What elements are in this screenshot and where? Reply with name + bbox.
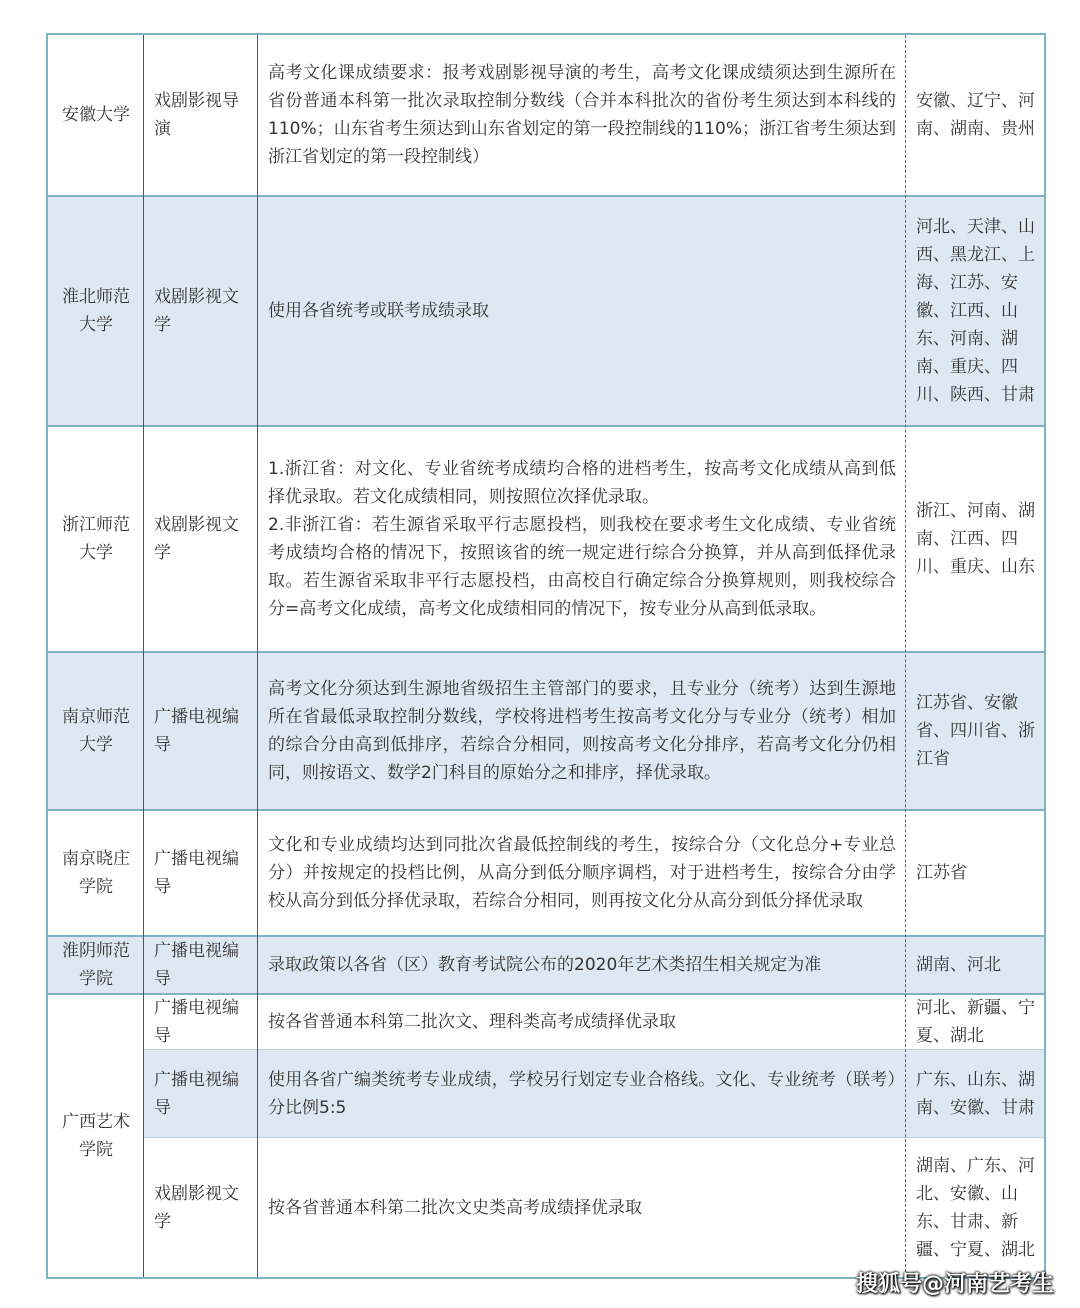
major-cell: 戏剧影视文学 xyxy=(154,1183,239,1232)
policy-paragraph: 1.浙江省：对文化、专业省统考成绩均合格的进档考生，按高考文化成绩从高到低择优录取。若文化成绩相同，则按照位次择优录取。 xyxy=(268,459,896,507)
major-cell: 广播电视编导 xyxy=(154,1069,239,1118)
policy-paragraph: 2.非浙江省：若生源省采取平行志愿投档，则我校在要求考生文化成绩、专业省统考成绩均合格的情况下，按照该省的统一规定进行综合分换算，并从高到低择优录取。若生源省采取非平行志愿投档，由高校自行确定综合分换算规则，则我校综合分=高考文化成绩，高考文化成绩相同的情况下，按专业分从高到低录取。 xyxy=(268,515,896,619)
policy-cell: 按各省普通本科第二批次文、理科类高考成绩择优录取 xyxy=(268,1012,676,1032)
school-cell: 浙江师范大学 xyxy=(62,515,130,563)
policy-cell: 使用各省统考或联考成绩录取 xyxy=(268,301,489,321)
admission-table xyxy=(46,33,1046,1279)
school-cell: 安徽大学 xyxy=(62,105,130,125)
policy-cell: 按各省普通本科第二批次文史类高考成绩择优录取 xyxy=(268,1197,642,1218)
policy-cell: 录取政策以各省（区）教育考试院公布的2020年艺术类招生相关规定为准 xyxy=(268,955,822,975)
column-divider xyxy=(257,35,258,1277)
watermark: 搜狐号@河南艺考生 xyxy=(855,1272,1054,1297)
table-row xyxy=(48,195,1044,425)
major-cell: 广播电视编导 xyxy=(154,849,239,897)
school-cell: 淮北师范大学 xyxy=(62,287,130,335)
major-cell: 戏剧影视导演 xyxy=(154,91,239,139)
table-row xyxy=(48,1137,1044,1277)
table-row xyxy=(48,993,1044,1049)
table-row xyxy=(48,1049,1044,1137)
provinces-cell: 湖南、河北 xyxy=(916,955,1001,975)
policy-cell: 使用各省广编类统考专业成绩，学校另行划定专业合格线。文化、专业统考（联考）分比例5:5 xyxy=(268,1069,896,1118)
provinces-cell: 河北、天津、山西、黑龙江、上海、江苏、安徽、江西、山东、河南、湖南、重庆、四川、陕西、甘肃 xyxy=(916,217,1035,405)
table-row xyxy=(48,35,1044,195)
major-cell: 广播电视编导 xyxy=(154,998,239,1046)
major-cell: 广播电视编导 xyxy=(154,707,239,755)
provinces-cell: 浙江、河南、湖南、江西、四川、重庆、山东 xyxy=(916,501,1035,577)
column-divider xyxy=(143,35,144,1277)
school-cell xyxy=(48,995,144,1277)
table-row xyxy=(48,809,1044,935)
provinces-cell: 湖南、广东、河北、安徽、山东、甘肃、新疆、宁夏、湖北 xyxy=(916,1155,1035,1260)
policy-cell: 文化和专业成绩均达到同批次省最低控制线的考生，按综合分（文化总分+专业总分）并按规定的投档比例，从高分到低分顺序调档，对于进档考生，按综合分由学校从高分到低分择优录取，若综合分相同，则再按文化分从高分到低分择优录取 xyxy=(268,835,896,911)
school-cell: 南京晓庄学院 xyxy=(62,849,130,897)
major-cell: 广播电视编导 xyxy=(154,941,239,989)
provinces-cell: 江苏省、安徽省、四川省、浙江省 xyxy=(916,693,1035,769)
school-cell: 淮阴师范学院 xyxy=(62,941,130,989)
policy-cell: 高考文化课成绩要求：报考戏剧影视导演的考生，高考文化课成绩须达到生源所在省份普通本科第一批次录取控制分数线（合并本科批次的省份考生须达到本科线的110%；山东省考生须达到山东省划定的第一段控制线的110%；浙江省考生须达到浙江省划定的第一段控制线） xyxy=(268,63,896,167)
provinces-cell: 安徽、辽宁、河南、湖南、贵州 xyxy=(916,91,1035,139)
provinces-cell: 河北、新疆、宁夏、湖北 xyxy=(916,998,1035,1046)
school-name: 广西艺术学院 xyxy=(62,1112,130,1160)
major-cell: 戏剧影视文学 xyxy=(154,515,239,563)
table-row xyxy=(48,935,1044,993)
column-divider xyxy=(905,35,906,1277)
table-row xyxy=(48,651,1044,809)
table-row xyxy=(48,425,1044,651)
provinces-cell: 广东、山东、湖南、安徽、甘肃 xyxy=(916,1069,1035,1118)
school-cell: 南京师范大学 xyxy=(62,707,130,755)
major-cell: 戏剧影视文学 xyxy=(154,287,239,335)
policy-cell xyxy=(258,427,906,651)
provinces-cell: 江苏省 xyxy=(916,863,967,883)
policy-cell: 高考文化分须达到生源地省级招生主管部门的要求，且专业分（统考）达到生源地所在省最低录取控制分数线，学校将进档考生按高考文化分与专业分（统考）相加的综合分由高到低排序，若综合分相同，则按高考文化分排序，若高考文化分仍相同，则按语文、数学2门科目的原始分之和排序，择优录取。 xyxy=(268,679,896,783)
